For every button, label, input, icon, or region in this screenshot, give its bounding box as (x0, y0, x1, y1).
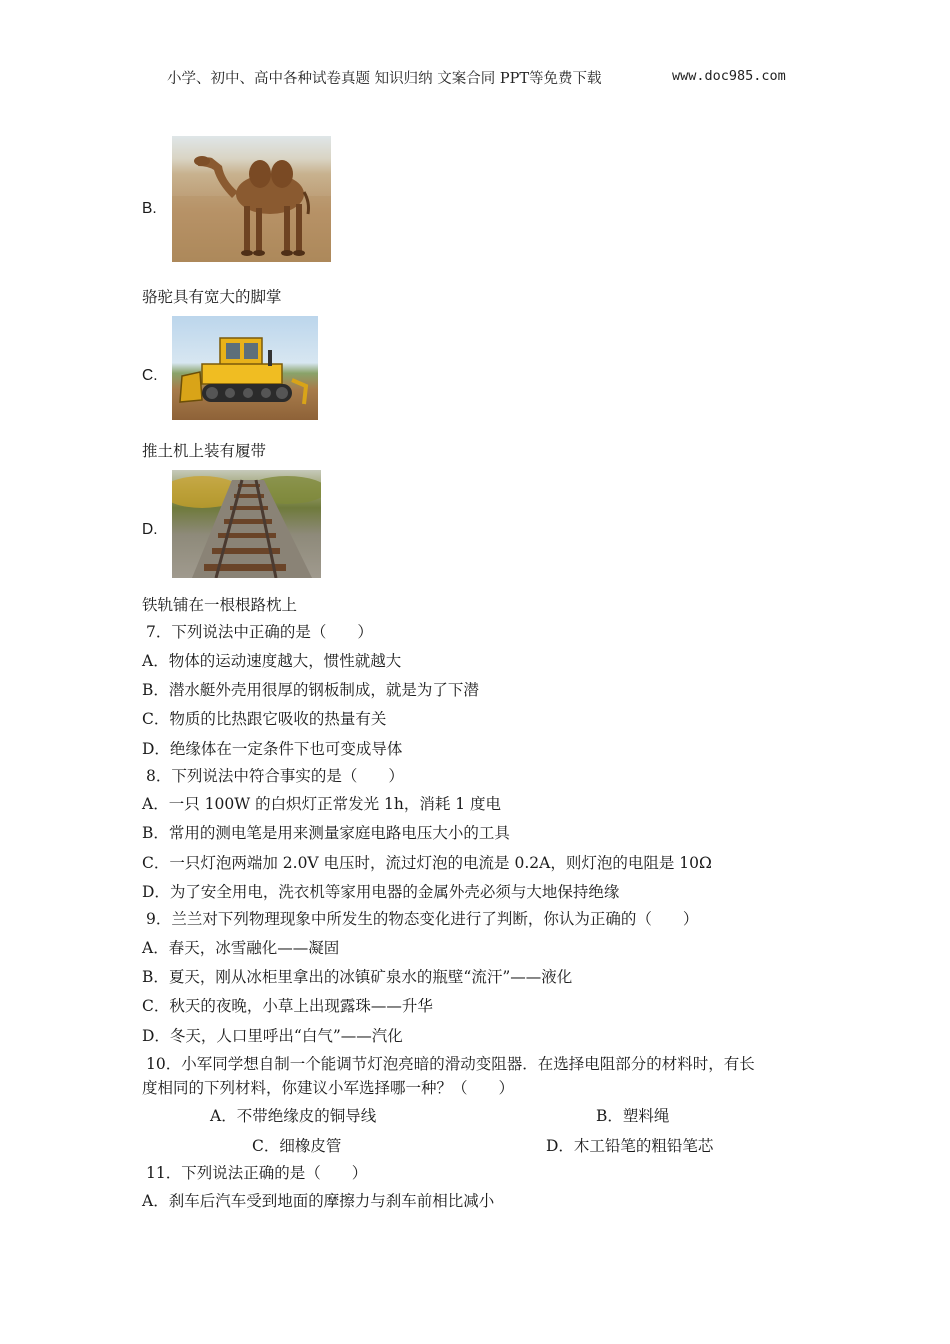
q10-option-a: A．不带绝缘皮的铜导线 (210, 1107, 377, 1125)
page-header-text: 小学、初中、高中各种试卷真题 知识归纳 文案合同 PPT等免费下载 (167, 71, 602, 87)
q9-stem: 9．兰兰对下列物理现象中所发生的物态变化进行了判断，你认为正确的（ ） (146, 910, 699, 928)
q9-option-c: C．秋天的夜晚，小草上出现露珠——升华 (142, 997, 433, 1015)
q11-option-a: A．刹车后汽车受到地面的摩擦力与刹车前相比减小 (142, 1192, 495, 1210)
q8-option-b: B．常用的测电笔是用来测量家庭电路电压大小的工具 (142, 824, 510, 842)
q10-stem-line1: 10．小军同学想自制一个能调节灯泡亮暗的滑动变阻器．在选择电阻部分的材料时，有长 (146, 1055, 755, 1073)
option-c-label: C. (142, 367, 158, 384)
camel-image (172, 136, 331, 262)
q7-option-d: D．绝缘体在一定条件下也可变成导体 (142, 740, 403, 758)
page-header-url: www.doc985.com (672, 68, 786, 84)
q8-option-a: A．一只 100W 的白炽灯正常发光 1h，消耗 1 度电 (142, 795, 502, 813)
railway-illustration (172, 470, 321, 578)
bulldozer-illustration (172, 316, 318, 420)
q8-stem: 8．下列说法中符合事实的是（ ） (146, 767, 404, 785)
q11-stem: 11．下列说法正确的是（ ） (146, 1164, 368, 1182)
camel-illustration (172, 136, 331, 262)
q10-option-d: D．木工铅笔的粗铅笔芯 (546, 1137, 714, 1155)
option-d-caption: 铁轨铺在一根根路枕上 (142, 596, 298, 614)
q10-stem-line2: 度相同的下列材料，你建议小军选择哪一种？（ ） (142, 1079, 515, 1097)
q10-option-b: B．塑料绳 (596, 1107, 670, 1125)
q7-option-a: A．物体的运动速度越大，惯性就越大 (142, 652, 402, 670)
q9-option-d: D．冬天，人口里呼出“白气”——汽化 (142, 1027, 403, 1045)
railway-track-image (172, 470, 321, 578)
q7-option-c: C．物质的比热跟它吸收的热量有关 (142, 710, 387, 728)
q8-option-d: D．为了安全用电，洗衣机等家用电器的金属外壳必须与大地保持绝缘 (142, 883, 620, 901)
q9-option-b: B．夏天，刚从冰柜里拿出的冰镇矿泉水的瓶壁“流汗”——液化 (142, 968, 573, 986)
q8-option-c: C．一只灯泡两端加 2.0V 电压时，流过灯泡的电流是 0.2A，则灯泡的电阻是 10Ω (142, 854, 712, 872)
q7-stem: 7．下列说法中正确的是（ ） (146, 623, 373, 641)
bulldozer-image (172, 316, 318, 420)
option-b-caption: 骆驼具有宽大的脚掌 (142, 288, 282, 306)
q7-option-b: B．潜水艇外壳用很厚的钢板制成，就是为了下潜 (142, 681, 479, 699)
option-b-label: B. (142, 200, 157, 217)
q10-option-c: C．细橡皮管 (252, 1137, 342, 1155)
option-c-caption: 推土机上装有履带 (142, 442, 267, 460)
option-d-label: D. (142, 521, 158, 538)
q9-option-a: A．春天，冰雪融化——凝固 (142, 939, 340, 957)
